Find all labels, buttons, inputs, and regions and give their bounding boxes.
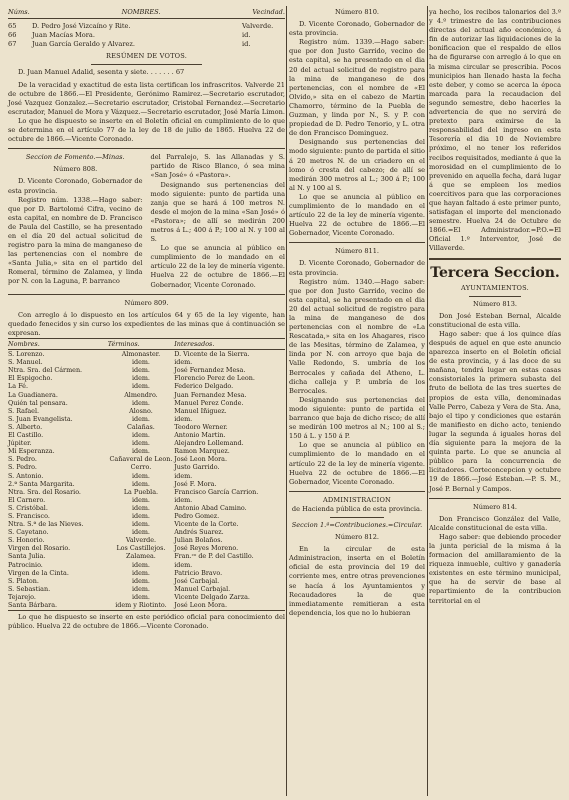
mine-row [8,601,285,609]
mine-term: idem. [131,592,150,601]
mine-row [8,520,285,528]
mine-row [8,415,285,423]
column-rule-1 [286,6,287,796]
mine-interested: Pedro Gomez. [174,511,220,520]
mine-interested: Andrés Suarez. [174,528,224,537]
notice-body: Designando sus pertenencias del modo siguiente: punto de partida el sitio á 20 metros N. de un criadero en el lomo ó cresta del cabezo; de allí se medirán 300 metros al L.; 300 á P.; 100 al N. y 100 al S. [289,138,425,192]
divider [289,242,425,243]
mine-name: S. Lorenzo. [8,350,45,359]
mine-term: idem. [131,358,150,367]
mine-interested: idem. [174,358,193,367]
mine-name: Ntra. Sra. del Cármen. [8,366,83,375]
left-column [8,8,285,631]
notice-body: Lo que se anuncia al público en cumplimiento de lo mandado en el artículo 22 de la ley de minería vigente. Huelva 22 de octubre de 1866.—El Gobernador, Vicente Coronado. [289,192,425,238]
mines-table-body [8,350,285,610]
voter-name: D. Pedro José Vizcaíno y Rite. [32,22,131,31]
mine-row [8,439,285,447]
mine-interested: Francisco García Carrion. [174,487,259,496]
column-header-interested: Interesados. [174,339,285,350]
mine-row [8,447,285,455]
mine-name: Júpiter. [8,439,32,448]
mine-term: Cerro. [130,463,152,472]
column-header-terms: Términos. [108,339,174,350]
mine-name: Patrocinio. [8,560,43,569]
mine-row [8,593,285,601]
mine-name: S. Sebastian. [8,584,51,593]
divider [330,517,384,518]
mine-term: Los Castillejos. [116,544,166,553]
mine-term: idem. [131,503,150,512]
mine-name: Virgen del Rosario. [8,544,71,553]
mine-name: S. Cristóbal. [8,503,48,512]
mine-term: idem. [131,576,150,585]
notice-number: Número 808. [53,165,98,174]
mine-term: Cañaveral de Leon. [109,455,173,464]
mine-term: idem. [131,374,150,383]
divider [469,296,522,297]
voter-row [8,31,285,40]
mine-name: S. Pedro. [8,463,37,472]
mine-term: idem. [131,479,150,488]
mine-interested: Manuel Carbajal. [174,584,231,593]
resumen-text: De la veracidad y exactitud de esta lista certifican los infrascritos. Valverde 21 de octubre de 1866.—El Presidente, Gerónimo Ramirez.—Secretario escrutador, José Vazquez Gonzalez.—Secretario escrutador, Cristobal Fernandez.—Secretario escrutador, Manuel de Mora y Vázquez.—Secretario escrutador, José María Limon. [8,80,285,116]
mine-row [8,552,285,560]
voter-number: 67 [8,40,17,49]
section-label: Seccion 1.ª=Contribuciones.=Circular. [291,520,423,529]
notice-body: Hago saber: que debiendo proceder la junta pericial de la misma á la formacion del amillaramiento de la riqueza inmueble, cultivo y ganadería existentes en este término municipal, que ha de servir de base al repartimiento de la contribucion territorial en el [429,532,561,605]
notice-809-footer: Lo que he dispuesto se inserte en este periódico oficial para conocimiento del público. Huelva 22 de octubre de 1866.—Vicente Coronado. [8,613,285,631]
mine-interested: idem. [174,414,193,423]
mine-term: idem. [131,560,150,569]
ayuntamientos-title: AYUNTAMIENTOS. [461,283,529,292]
mine-interested: Alejandro Lollemand. [174,439,244,448]
mine-row [8,382,285,390]
mine-name: S. Alberto. [8,422,43,431]
mine-interested: Fran.ᶜᵒ de P. del Castillo. [174,552,254,561]
divider [429,498,561,499]
mine-interested: Juan Fernandez Mesa. [174,390,247,399]
mine-row [8,569,285,577]
voter-number: 66 [8,31,17,40]
notice-body: Designando sus pertenencias del modo siguiente: punto de partida una zanja que se hará á 100 metros N. desde el mojon de la mina «San José» ó «Pastora»; de allí se medirán 200 metros á L.; 400 á P.; 100 al N. y 100 al S. [150,180,285,244]
mine-term: La Puebla. [123,487,159,496]
mine-name: S. Manuel. [8,358,43,367]
mine-name: Tejarejo. [8,592,36,601]
notice-body: Lo que se anuncia al público en cumplimiento de lo mandado en el artículo 22 de la ley de minería vigente. Huelva 22 de octubre de 1866.—El Gobernador, Vicente Coronado. [289,441,425,486]
section-divider [429,258,561,260]
mine-row [8,423,285,431]
mine-term: idem. [131,520,150,529]
mine-name: La Fé. [8,382,28,391]
mine-name: S. Pedro. [8,455,37,464]
mine-row [8,407,285,415]
notice-heading: Don José Esteban Bernal, Alcalde constitucional de esta villa. [429,311,561,329]
notice-heading: Don Francisco González del Valle, Alcalde constitucional de esta villa. [429,514,561,532]
mine-interested: Antonio Martin. [174,431,226,440]
mine-name: S. Rafael. [8,406,40,415]
mine-interested: José Leon Mora. [174,455,227,464]
mine-term: Almonaster. [121,350,161,359]
mine-interested: Vicente de la Corte. [174,520,239,529]
mine-term: idem. [131,511,150,520]
notice-808 [8,153,285,289]
notice-body: Registro núm. 1339.—Hago saber: que por don Justo Garrido, vecino de esta capital, se ha presentado en el dia 20 del actual solicitud de registro para la mina de manganeso de dos pertenencias, con el nombre de «El Olvido,» sita en el cabezo de Martin Chamorro, término de la Puebla de Guzman, y linda por N., S. y P. con propiedad de D. Pedro Tenorio, y L. otra de don Francisco Dominguez. [289,38,425,138]
mine-name: S. Antonio. [8,471,44,480]
mine-interested: José Fernandez Mesa. [174,366,246,375]
mine-name: La Guadianera. [8,390,58,399]
voters-list-header [8,8,285,19]
mine-interested: José Carbajal. [174,576,220,585]
mine-interested: Florencio Perez de Leon. [174,374,255,383]
notice-808-right [151,153,286,289]
mine-interested: Ramon Marquez. [174,447,230,456]
mine-term: idem. [131,528,150,537]
notice-number: Número 814. [472,502,518,511]
notice-body: del Parralejo, S. las Allanadas y S. partido de Risco Blanco, ó sea mina «San José» ó «Pastora». [150,153,285,180]
mine-name: Ntra. S.ª de las Nieves. [8,520,84,529]
mine-row [8,544,285,552]
mine-name: El Espigocho. [8,374,53,383]
notice-body: Registro núm. 1338.—Hago saber: que por D. Bartolomé Cifra, vecino de esta capital, en nombre de D. Francisco de Paula del Castillo, se ha presentado en el día 20 del actual solicitud de registro para la mina de manganeso de las pertenencias con el nombre de «Santa Julia,» sita en el partido del Romeral, término de Zalamea, y linda por N. con la Laguna, P. barranco [8,195,143,286]
mine-term: idem. [131,439,150,448]
header-nums: Núms. [8,8,30,16]
mine-name: Santa Julia. [8,552,46,561]
mine-term: idem. [131,568,150,577]
section-title: Tercera Seccion. [430,264,560,281]
mine-row [8,585,285,593]
mine-row [8,455,285,463]
notice-heading: D. Vicente Coronado, Gobernador de esta provincia. [289,20,425,38]
voter-row [8,22,285,31]
mine-row [8,512,285,520]
divider [91,64,202,65]
mine-term: idem. [131,414,150,423]
mine-row [8,577,285,585]
mine-name: Quién tal pensara. [8,398,68,407]
resumen-title: RESÚMEN DE VOTOS. [105,52,188,61]
notice-body: Registro núm. 1340.—Hago saber: que por don Justo Garrido, vecino de esta capital, se ha presentado en el dia 20 del actual solicitud de registro para la mina de manganeso de dos pertenencias con el nombre de «La Rescatada,» sita en los Ahagares, risco de las Mesitas, término de Zalamea, y linda por N. con arroyo que baja de Valle Redondo, S. umbría de los Berrocales y cañada del Atheno, L. dicha calleja y P. umbría de los Berrocales. [289,277,425,395]
mine-name: El Castillo. [8,431,44,440]
mine-interested: Vicente Delgado Zarza. [174,592,250,601]
voter-town: Valverde. [242,22,274,31]
mine-row [8,431,285,439]
notice-number: Número 812. [334,533,380,542]
mine-name: S. Honorio. [8,536,45,545]
mine-interested: idem. [174,560,193,569]
resumen-text-2: Lo que he dispuesto se inserte en el Boletín oficial en cumplimiento de lo que se determina en el artículo 77 de la ley de 18 de julio de 1865. Huelva 22 de octubre de 1866.—Vicente Coronado. [8,116,285,144]
mine-row [8,472,285,480]
mine-name: S. Juan Evangelista. [8,414,73,423]
mine-name: S. Francisco. [8,511,50,520]
mine-row [8,536,285,544]
notice-body: En la circular de esta Administracion, inserta en el Boletín oficial de esta provincia del 19 del corriente mes, entre otras prevenciones se hacía á los Ayuntamientos y Recaudadores la de que inmediatamente remitieran a esta dependencia, los que no lo hubieran [289,545,425,617]
divider [8,148,285,149]
column-header-names: Nombres. [8,339,108,350]
mine-term: idem. [131,495,150,504]
mine-term: idem. [131,471,150,480]
mine-interested: José Leon Mora. [174,601,227,609]
mine-row [8,504,285,512]
mine-row [8,488,285,496]
divider [8,610,285,611]
mine-interested: Teodoro Werner. [174,422,228,431]
mine-name: S. Cayetano. [8,528,49,537]
mine-term: idem. [131,382,150,391]
mine-row [8,391,285,399]
mine-row [8,350,285,359]
mine-interested: Patricio Bravo. [174,568,223,577]
voter-row [8,40,285,49]
voter-name: Juan Macías Mora. [32,31,95,40]
mine-row [8,399,285,407]
mine-row [8,463,285,471]
mine-interested: Federico Delgado. [174,382,234,391]
mine-term: Valverde. [125,536,157,545]
mine-term: idem y Riotinto. [115,601,167,609]
notice-heading: D. Vicente Coronado, Gobernador de esta provincia. [8,177,143,195]
voter-town: id. [242,31,251,40]
header-town: Vecindad. [252,8,285,16]
voter-town: id. [242,40,251,49]
voter-name: Juan García Geraldo y Alvarez. [32,40,135,49]
expired-mines-table [8,338,285,609]
mine-interested: José F. Mora. [174,479,217,488]
mine-row [8,528,285,536]
mine-interested: D. Vicente de la Sierra. [174,350,250,359]
notice-number: Número 811. [334,247,380,256]
mine-row [8,561,285,569]
mine-term: Alosno. [129,406,153,415]
resumen-line: D. Juan Manuel Adalid, sesenta y siete. . . . . . . 67 [18,68,185,77]
mine-interested: Manuel Iñiguez. [174,406,227,415]
mine-interested: Julian Bolaños. [174,536,223,545]
mine-row [8,374,285,382]
mine-row [8,496,285,504]
mine-name: 2.ª Santa Margarita. [8,479,75,488]
mine-interested: Antonio Abad Camino. [174,503,247,512]
mine-term: Calañas. [127,422,155,431]
mine-name: Santa Bárbara. [8,601,58,609]
right-column [429,8,561,606]
notice-body: Lo que se anuncia al público en cumplimiento de lo mandado en el artículo 22 de la ley de minería vigente. Huelva 22 de octubre de 1866.—El Gobernador, Vicente Coronado. [150,244,285,289]
mine-name: Ntra. Sra. del Rosario. [8,487,81,496]
administration-title: ADMINISTRACION [322,495,392,504]
mine-term: idem. [131,431,150,440]
divider [8,294,285,295]
notice-808-left [8,153,143,289]
divider [289,491,425,492]
mine-name: Mi Esperanza. [8,447,55,456]
mine-name: Virgen de la Cinta. [8,568,69,577]
mine-row [8,366,285,374]
mine-term: idem. [131,398,150,407]
notice-809-body: Con arreglo á lo dispuesto en los artículos 64 y 65 de la ley vigente, han quedado fenecidos y sin curso los expedientes de las minas que á continuación se expresan. [8,310,285,337]
header-names: NOMBRES. [121,8,161,16]
mine-interested: idem. [174,495,193,504]
mine-term: idem. [131,366,150,375]
mine-term: idem. [131,584,150,593]
mine-name: El Carnero. [8,495,46,504]
notice-number: Número 813. [472,299,518,308]
notice-body: Hago saber: que á los quince días después de aquel en que este anuncio aparezca inserto en el Boletín oficial de esta provincia, y á las doce de su mañana, tendrá lugar en estas casas consistoriales la primera subasta del fruto de bellota de las tres suertes de propios de esta villa, denominadas Valle Perro, Cabeza y Vera de Sta. Ana, bajo el tipo y condiciones que estarán de manifiesto en dicho acto, teniendo lugar la segunda á iguales horas del día siguiente para la mejora de la quinta parte. Lo que se anuncia al público para la concurrencia de licitadores. Corteconcepcion y octubre 19 de 1866.—José Esteban.—P. S. M., José P. Bernal y Campos. [429,329,561,493]
mine-interested: Justo Garrido. [174,463,220,472]
middle-column [289,8,425,618]
notice-body: Designando sus pertenencias del modo siguiente: punto de partida el barranco que baja de dicho risco; de allí se medirán 100 metros al N.; 100 al S.; 150 á L. y 150 á P. [289,395,425,441]
notice-number: Número 809. [124,298,169,307]
column-rule-2 [427,6,428,796]
mine-row [8,480,285,488]
administration-subtitle: de Hacienda pública de esta provincia. [291,504,423,513]
mine-name: S. Platon. [8,576,39,585]
mine-interested: José Reyes Moreno. [174,544,239,553]
section-label: Seccion de Fomento.—Minas. [25,153,125,162]
mine-term: idem. [131,447,150,456]
mine-interested: Manuel Perez Conde. [174,398,244,407]
notice-number: Número 810. [334,8,380,16]
mine-term: Zalamea. [126,552,156,561]
notice-812-continued: ya hecho, los recibos talonarios del 3.º y 4.º trimestre de las contribuciones directas del actual año económico, á fin de autorizar las liquidaciones de la bonificacion que el respaldo de ellos ha de figurarse con arreglo á lo que en la misma circular se prescribia. Pocos municipios han llenado hasta la fecha este deber, y como se acerca la época marcada para la recaudacion del segundo semestre, debo hacerles la advertencia de que no servirá de pretexto para eximirse de la responsabilidad del ingreso en esta Tesorería el dia 10 de Noviembre próximo, el no tener los referidos recibos requisitados, mediante á que la morosidad en el cumplimiento de lo prevenido en aquella fecha, dará lugar á que se empleen los medios coercitivos para que las corporaciones que hayan faltado á este primer punto, satisfagan el importe del mencionado semestre. Huelva 24 de Octubre de 1866.=El Administrador.=P.O.=El Oficial 1.º Interventor, José de Villaverde. [429,8,561,253]
mine-interested: idem. [174,471,193,480]
notice-heading: D. Vicente Coronado, Gobernador de esta provincia. [289,259,425,277]
mine-term: Almendro. [124,390,158,399]
voter-number: 65 [8,22,17,31]
mine-row [8,358,285,366]
